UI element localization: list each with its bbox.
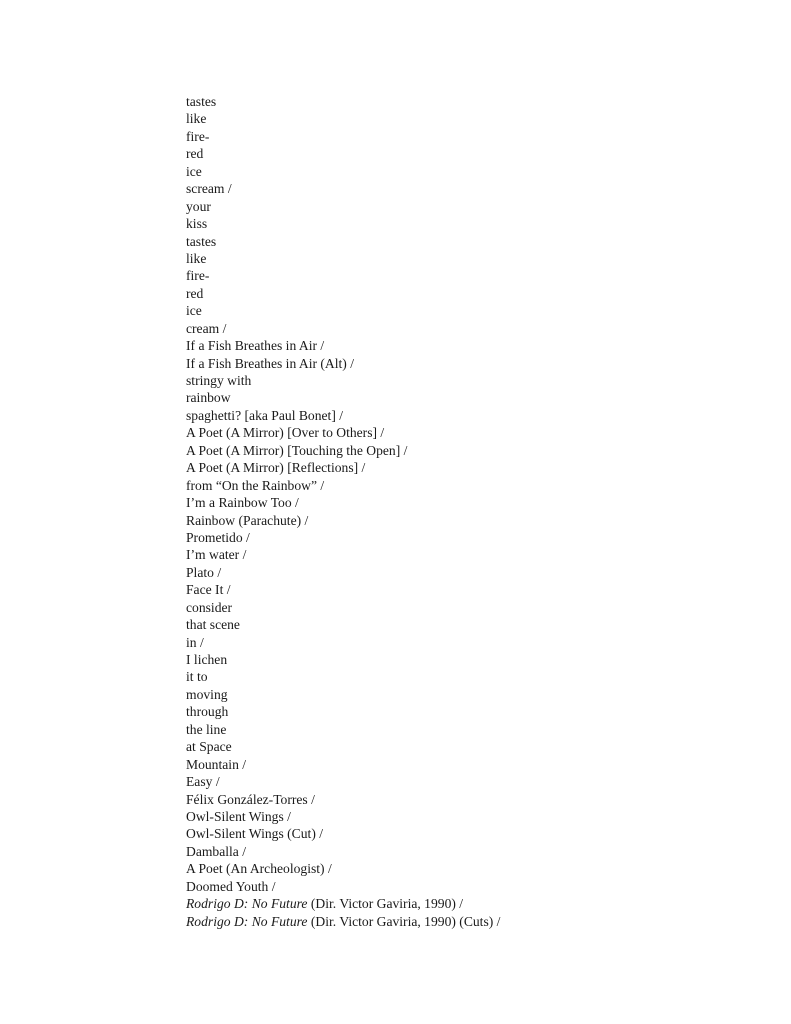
poem-line: kiss (186, 216, 208, 232)
poem-line: from “On the Rainbow” / (186, 477, 325, 493)
poem-line: moving (186, 686, 228, 702)
poem-line: like (186, 250, 207, 266)
poem-line: Plato / (186, 564, 222, 580)
poem-line: like (186, 111, 207, 127)
poem-line: A Poet (A Mirror) [Over to Others] / (186, 425, 385, 441)
poem-line: A Poet (An Archeologist) / (186, 861, 332, 877)
poem-line: through (186, 704, 229, 720)
film-citation-line (186, 913, 500, 930)
poem-line: Easy / (186, 774, 220, 790)
poem-line: cream / (186, 320, 227, 336)
poem-line: A Poet (A Mirror) [Reflections] / (186, 460, 366, 476)
poem-line: If a Fish Breathes in Air (Alt) / (186, 355, 355, 371)
poem-line: at Space (186, 739, 232, 755)
poem-line: Mountain / (186, 756, 247, 772)
poem-line: red (186, 285, 204, 301)
poem-line: tastes (186, 233, 217, 249)
poem-line: the line (186, 721, 227, 737)
film-title: Rodrigo D: No Future (186, 896, 308, 912)
poem-line: scream / (186, 181, 232, 197)
poem-line: ice (186, 303, 202, 319)
poem-line: it to (186, 669, 208, 685)
poem-line: Face It / (186, 582, 231, 598)
poem-line: A Poet (A Mirror) [Touching the Open] / (186, 442, 408, 458)
poem-line: Félix González-Torres / (186, 791, 315, 807)
poem-line: that scene (186, 617, 240, 633)
poem-line-list (186, 93, 500, 930)
poem-line: fire- (186, 128, 210, 144)
poem-line: spaghetti? [aka Paul Bonet] / (186, 407, 344, 423)
poem-line: Rainbow (Parachute) / (186, 512, 309, 528)
film-title: Rodrigo D: No Future (186, 913, 308, 929)
poem-line: Owl-Silent Wings / (186, 808, 291, 824)
poem-line: rainbow (186, 390, 231, 406)
poem-line: Owl-Silent Wings (Cut) / (186, 826, 324, 842)
poem-line: If a Fish Breathes in Air / (186, 338, 325, 354)
poem-line: consider (186, 599, 233, 615)
poem-line: Prometido / (186, 529, 250, 545)
poem-line: I’m a Rainbow Too / (186, 495, 299, 511)
poem-line: I lichen (186, 652, 228, 667)
poem-line: tastes (186, 94, 217, 109)
poem-line: I’m water / (186, 547, 247, 563)
poem-line: your (186, 198, 211, 214)
film-citation-detail: (Dir. Victor Gaviria, 1990) / (307, 896, 464, 912)
poem-line: in / (186, 634, 204, 650)
poem-line: Damballa / (186, 843, 247, 859)
poem-line: Doomed Youth / (186, 878, 276, 894)
poem-line: red (186, 146, 204, 162)
film-citation-line (186, 895, 500, 912)
poem-line: stringy with (186, 373, 252, 388)
poem-line: fire- (186, 268, 210, 284)
poem-line: ice (186, 163, 202, 179)
film-citation-detail: (Dir. Victor Gaviria, 1990) (Cuts) / (307, 913, 501, 929)
